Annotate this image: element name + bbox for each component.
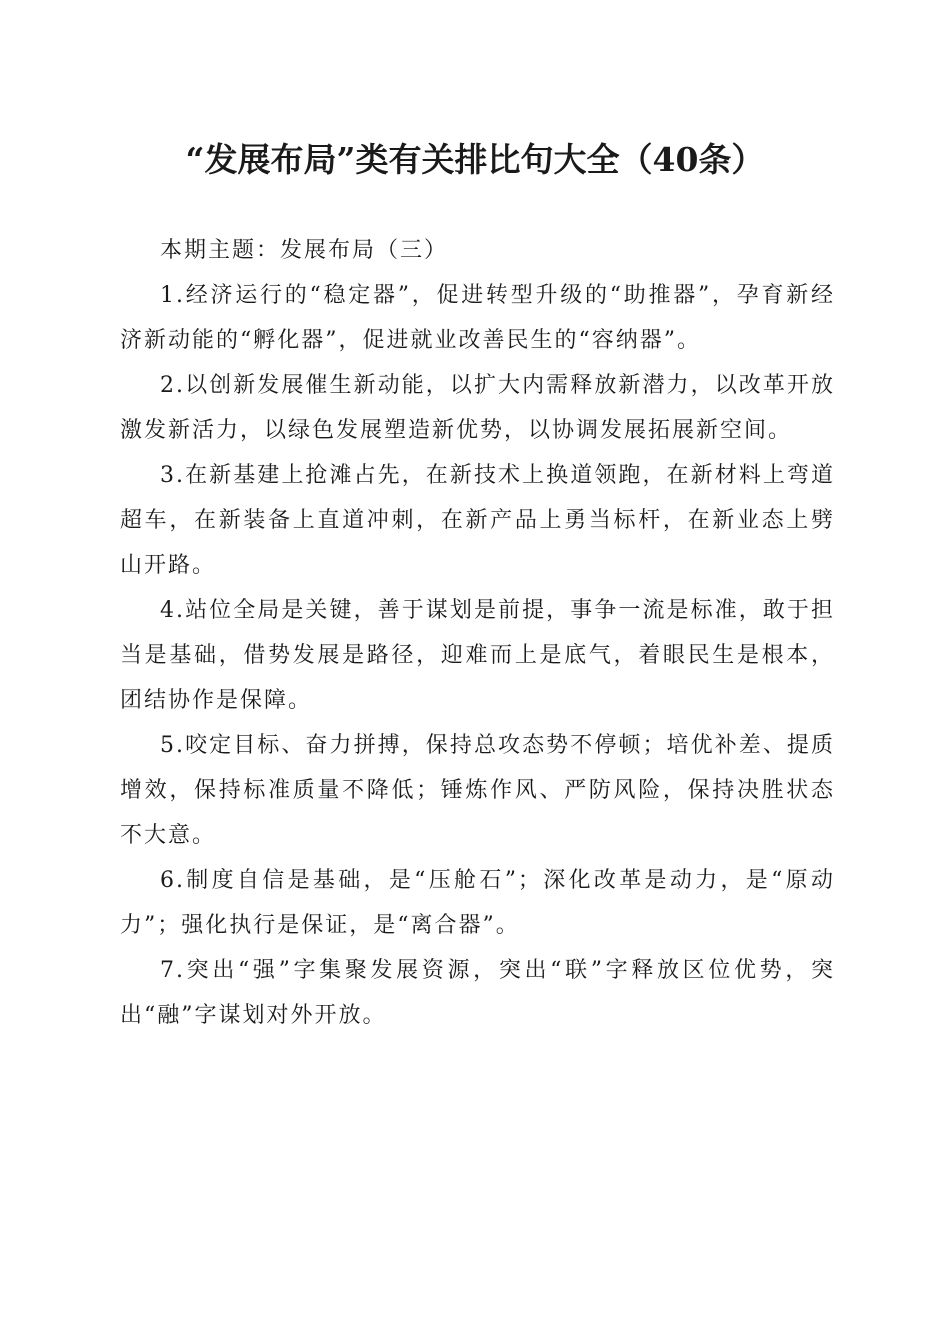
topic-line: 本期主题：发展布局（三）: [160, 238, 449, 263]
document-title: “发展布局”类有关排比句大全（40条）: [185, 140, 765, 179]
paragraph-1: 1.经济运行的“稳定器”，促进转型升级的“助推器”，孕育新经济新动能的“孵化器”，促进就业改善民生的“容纳器”。: [120, 283, 835, 353]
paragraph-3: 3.在新基建上抢滩占先，在新技术上换道领跑，在新材料上弯道超车，在新装备上直道冲刺，在新产品上勇当标杆，在新业态上劈山开路。: [120, 463, 835, 578]
paragraph-7: 7.突出“强”字集聚发展资源，突出“联”字释放区位优势，突出“融”字谋划对外开放。: [120, 958, 835, 1028]
paragraph-2: 2.以创新发展催生新动能，以扩大内需释放新潜力，以改革开放激发新活力，以绿色发展塑造新优势，以协调发展拓展新空间。: [120, 373, 835, 443]
paragraph-6: 6.制度自信是基础，是“压舱石”；深化改革是动力，是“原动力”；强化执行是保证，是“离合器”。: [120, 868, 835, 938]
paragraph-4: 4.站位全局是关键，善于谋划是前提，事争一流是标准，敢于担当是基础，借势发展是路径，迎难而上是底气，着眼民生是根本，团结协作是保障。: [120, 598, 835, 713]
document-body: [120, 228, 835, 1038]
paragraph-5: 5.咬定目标、奋力拼搏，保持总攻态势不停顿；培优补差、提质增效，保持标准质量不降低；锤炼作风、严防风险，保持决胜状态不大意。: [120, 733, 835, 848]
